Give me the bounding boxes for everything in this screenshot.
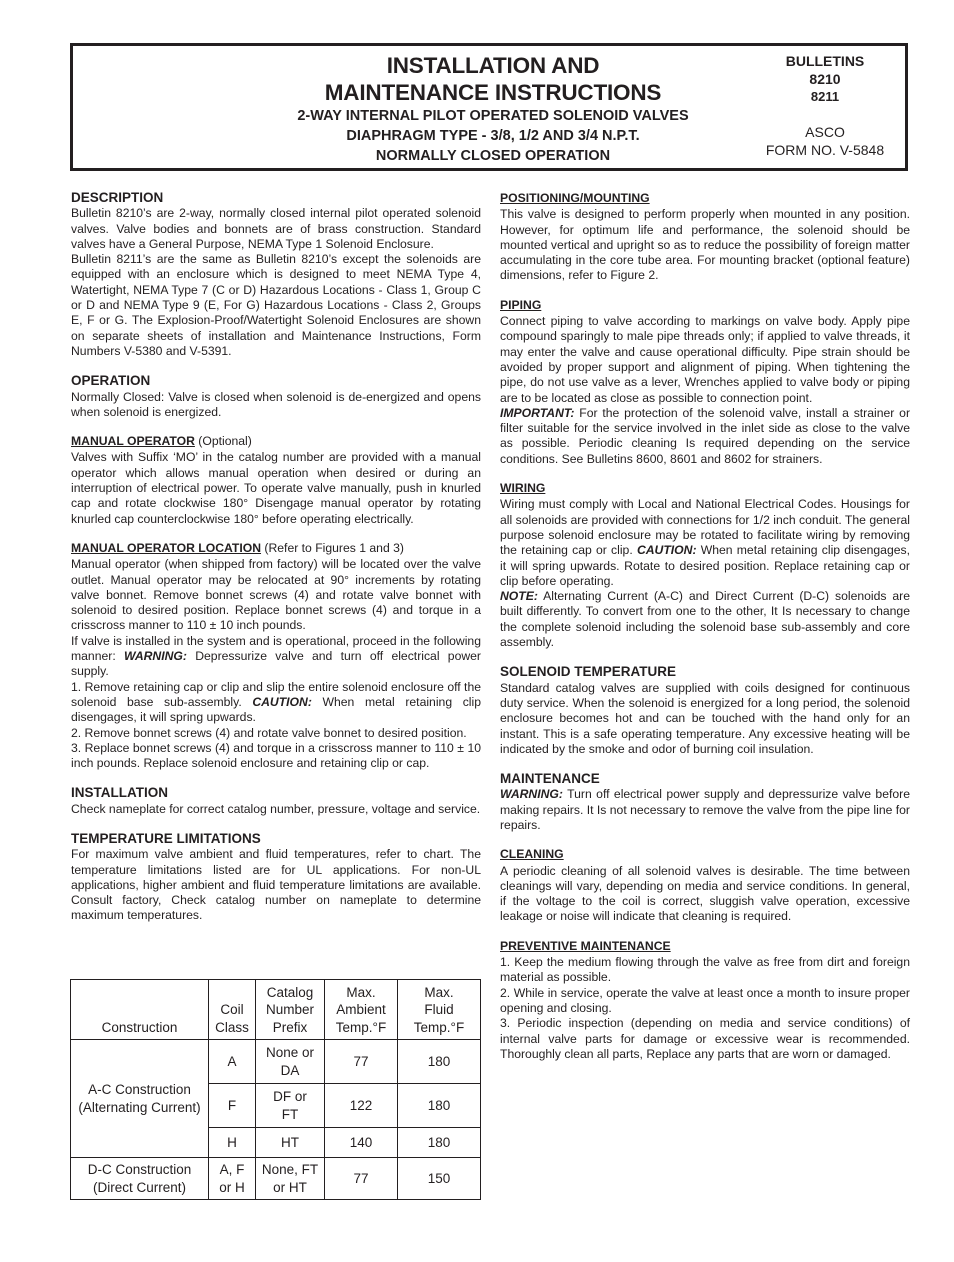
piping-heading: PIPING: [500, 297, 542, 312]
manual-operator-title: [71, 434, 481, 450]
fluid-cell: 180: [398, 1128, 481, 1158]
preventive-maintenance-heading: PREVENTIVE MAINTENANCE: [500, 938, 671, 953]
wiring-heading: WIRING: [500, 481, 546, 496]
maintenance-heading: MAINTENANCE: [500, 771, 600, 787]
title-line-2: MAINTENANCE INSTRUCTIONS: [324, 80, 662, 105]
header-coil-class: Coil Class: [209, 980, 256, 1040]
manual-operator-p1: Valves with Suffix ‘MO’ in the catalog number are provided with a manual operator which allows manual operation when desired or during an interruption of electrical power. To operate valve manually, push in knurled cap and rotate clockwise 180° Disengage manual operator by rotating knurled cap counterclockwise 180° before operating electrically.: [71, 450, 481, 526]
wiring-p1-post: When metal retaining clip disengages, it will spring upwards. Rotate to desired position. Replace retaining cap or clip before operating.: [500, 543, 910, 588]
description-p1: Bulletin 8210’s are 2-way, normally closed internal pilot operated solenoid valves. Valve bodies and bonnets are of brass construction. Standard valves have a General Purpose, NEMA Type 1 Solenoid Enclosure.: [71, 206, 481, 251]
ambient-cell: 140: [325, 1128, 398, 1158]
warning-label: WARNING:: [500, 787, 563, 802]
header-construction: Construction: [71, 980, 209, 1040]
location-step-2: 2. Remove bonnet screws (4) and rotate valve bonnet to desired position.: [71, 725, 467, 740]
location-step-1: [71, 680, 481, 726]
bulletins-label: BULLETINS: [785, 53, 865, 69]
prefix-cell: None or DA: [256, 1040, 325, 1084]
manual-operator-location-note: (Refer to Figures 1 and 3): [261, 540, 404, 555]
header-catalog-prefix: Catalog Number Prefix: [256, 980, 325, 1040]
cleaning-heading: CLEANING: [500, 847, 564, 862]
ac-construction-cell: A-C Construction (Alternating Current): [71, 1040, 209, 1158]
wiring-p2: [500, 589, 910, 650]
ambient-cell: 77: [325, 1158, 398, 1200]
bulletin-block: [755, 52, 895, 159]
maintenance-p1-text: Turn off electrical power supply and depressurize valve before making repairs. It Is not necessary to remove the valve from the pipe line for repairs.: [500, 787, 910, 832]
bulletin-8211: 8211: [810, 89, 840, 104]
header-title-block: [203, 52, 783, 166]
positioning-heading: POSITIONING/MOUNTING: [500, 191, 650, 205]
manual-operator-note: (Optional): [194, 434, 252, 449]
ambient-cell: 77: [325, 1040, 398, 1084]
positioning-p1: This valve is designed to perform properly when mounted in any position. However, for optimum life and performance, the solenoid should be mounted vertical and upright so as to reduce the possibility of foreign matter accumulating in the core tube area. For mounting bracket (optional feature) dimensions, refer to Figure 2.: [500, 207, 910, 283]
step-1-text: 1. Remove retaining cap or clip and slip the entire solenoid enclosure off the solenoid base sub-assembly.: [71, 679, 481, 709]
wiring-p1-text: Wiring must comply with Local and National Electrical Codes. Housings for all solenoids are provided with connections for 1/2 inch conduit. The general purpose solenoid enclosure may be rotated to facilitate wiring by removing the retaining cap or clip.: [500, 497, 910, 558]
warning-label: WARNING:: [123, 649, 187, 664]
fluid-cell: 180: [398, 1084, 481, 1128]
subtitle-line-2: DIAPHRAGM TYPE - 3/8, 1/2 AND 3/4 N.P.T.: [346, 128, 640, 144]
note-label: NOTE:: [500, 589, 538, 604]
important-label: IMPORTANT:: [500, 405, 575, 420]
right-column: [500, 190, 910, 1062]
coil-class-cell: H: [209, 1128, 256, 1158]
dc-construction-cell: D-C Construction (Direct Current): [71, 1158, 209, 1200]
piping-p2-text: For the protection of the solenoid valve, install a strainer or filter suitable for the service involved in the inlet side as close to the valve as possible. Periodic cleaning Is required depending on the service conditions. See Bulletins 8600, 8601 and 8602 for strainers.: [500, 405, 910, 466]
preventive-item-3: 3. Periodic inspection (depending on media and service conditions) of internal valve parts for damage or excessive wear is recommended. Thoroughly clean all parts, Replace any parts that are worn or damaged.: [500, 1016, 910, 1061]
piping-p2: [500, 406, 910, 467]
table-row: [71, 1158, 481, 1200]
manual-operator-location-heading: MANUAL OPERATOR LOCATION: [71, 540, 262, 555]
table-header-row: [71, 980, 481, 1040]
caution-label: CAUTION:: [252, 694, 312, 709]
location-step-3: 3. Replace bonnet screws (4) and torque in a crisscross manner to 110 ± 10 inch pounds. Replace solenoid enclosure and retaining clip or cap.: [71, 740, 481, 771]
location-p2-text: If valve is installed in the system and is operational, proceed in the following manner:: [71, 633, 481, 664]
installation-heading: INSTALLATION: [71, 785, 168, 801]
coil-class-cell: A: [209, 1040, 256, 1084]
temperature-limitations-p1: For maximum valve ambient and fluid temperatures, refer to chart. The temperature limitations listed are for UL applications. For non-UL applications, higher ambient and fluid temperature limitations are available. Consult factory, Check catalog number on nameplate to determine maximum temperatures.: [71, 847, 481, 923]
wiring-p2-text: Alternating Current (A-C) and Direct Current (D-C) solenoids are built differently. To convert from one to the other, It Is necessary to change the complete solenoid including the solenoid base sub-assembly and core assembly.: [500, 589, 910, 650]
left-column: [71, 190, 481, 924]
preventive-item-1: 1. Keep the medium flowing through the valve as free from dirt and foreign material as possible.: [500, 955, 910, 985]
table-row: [71, 1040, 481, 1084]
manual-operator-heading: MANUAL OPERATOR: [71, 434, 195, 449]
operation-heading: OPERATION: [71, 373, 151, 389]
bulletin-8210: 8210: [809, 71, 841, 87]
wiring-p1: [500, 497, 910, 589]
preventive-item-2: 2. While in service, operate the valve at least once a month to insure proper opening and closing.: [500, 985, 910, 1015]
subtitle-line-1: 2-WAY INTERNAL PILOT OPERATED SOLENOID VALVES: [297, 108, 689, 124]
fluid-cell: 150: [398, 1158, 481, 1200]
company-name: ASCO: [805, 124, 845, 140]
solenoid-temperature-p1: Standard catalog valves are supplied with coils designed for continuous duty service. When the solenoid is energized for a long period, the solenoid enclosure becomes hot and can be touched with the hand only for an instant. This is a safe operating temperature. Any excessive heating will be indicated by the smoke and odor of burning coil insulation.: [500, 680, 910, 756]
cleaning-p1: A periodic cleaning of all solenoid valves is desirable. The time between cleanings will vary, depending on media and service conditions. In general, if the voltage to the coil is correct, sluggish valve operation, excessive leakage or noise will indicate that cleaning is required.: [500, 863, 910, 924]
maintenance-p1: [500, 787, 910, 833]
temperature-table: [70, 979, 481, 1200]
temperature-limitations-heading: TEMPERATURE LIMITATIONS: [71, 830, 261, 846]
step-1-post: When metal retaining clip disengages, it will spring upwards.: [71, 694, 481, 725]
manual-operator-location-title: [71, 541, 481, 557]
title-line-1: INSTALLATION AND: [386, 53, 600, 78]
header-max-fluid: Max. Fluid Temp.°F: [398, 980, 481, 1040]
caution-label: CAUTION:: [636, 543, 697, 558]
ambient-cell: 122: [325, 1084, 398, 1128]
prefix-cell: None, FT or HT: [256, 1158, 325, 1200]
solenoid-temperature-heading: SOLENOID TEMPERATURE: [500, 664, 677, 680]
fluid-cell: 180: [398, 1040, 481, 1084]
location-p2-post: Depressurize valve and turn off electrical power supply.: [71, 649, 481, 679]
location-p1: Manual operator (when shipped from factory) will be located over the valve outlet. Manual operator may be relocated at 90° increments by rotating valve bonnet. Remove bonnet screws (4) and rotate valve bonnet with solenoid to desired position. Replace bonnet screws (4) and torque in a crisscross manner to 110 ± 10 inch pounds.: [71, 557, 481, 633]
piping-p1: Connect piping to valve according to markings on valve body. Apply pipe compound sparingly to male pipe threads only; if applied to valve threads, it may enter the valve and cause operational difficulty. Pipe strain should be avoided by proper support and alignment of piping. When tightening the pipe, do not use valve as a lever, Wrenches applied to valve body or piping are to be located as close as possible to connection point.: [500, 314, 910, 405]
description-p2: Bulletin 8211’s are the same as Bulletin 8210’s except the solenoids are equipped with an enclosure which is designed to meet NEMA Type 4, Watertight, NEMA Type 7 (C or D) Hazardous Locations - Class 1, Group C or D and NEMA Type 9 (E, For G) Hazardous Locations - Class 2, Groups E, F or G. The Explosion-Proof/Watertight Solenoid Enclosures are shown on separate sheets of installation and Maintenance Instructions, Form Numbers V-5380 and V-5391.: [71, 252, 481, 358]
subtitle-line-3: NORMALLY CLOSED OPERATION: [375, 148, 611, 164]
prefix-cell: DF or FT: [256, 1084, 325, 1128]
coil-class-cell: A, F or H: [209, 1158, 256, 1200]
description-heading: DESCRIPTION: [71, 190, 164, 205]
form-number: FORM NO. V-5848: [765, 142, 885, 158]
installation-p1: Check nameplate for correct catalog number, pressure, voltage and service.: [71, 801, 481, 816]
coil-class-cell: F: [209, 1084, 256, 1128]
operation-p1: Normally Closed: Valve is closed when solenoid is de-energized and opens when solenoid is energized.: [71, 389, 481, 419]
document-header: [70, 43, 908, 171]
prefix-cell: HT: [256, 1128, 325, 1158]
header-max-ambient: Max. Ambient Temp.°F: [325, 980, 398, 1040]
location-p2: [71, 634, 481, 680]
